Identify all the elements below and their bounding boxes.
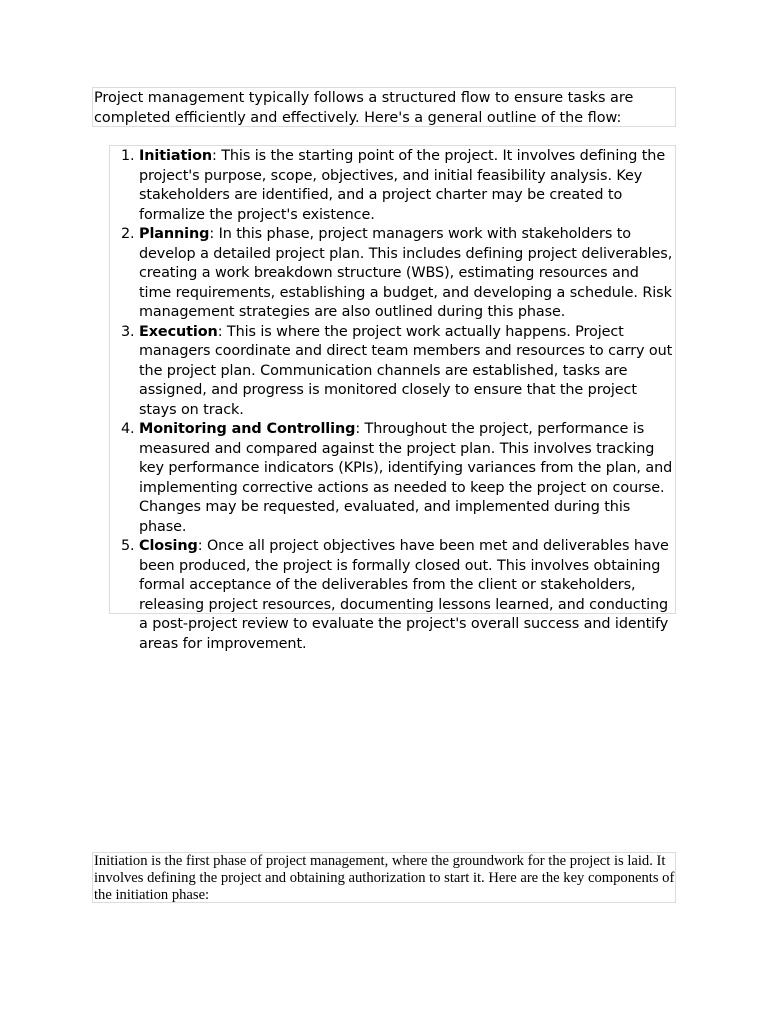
phase-description: : This is where the project work actually happens. Project managers coordinate and direct team members and resources to carry out the project plan. Communication channels are established, tasks are assigned, and progress is monitored closely to ensure that the project stays on track. bbox=[139, 323, 673, 418]
phase-term: Execution bbox=[139, 323, 218, 340]
phase-term: Monitoring and Controlling bbox=[139, 421, 356, 437]
phase-term: Initiation bbox=[139, 148, 212, 164]
list-item-closing bbox=[139, 537, 675, 654]
intro-text: Project management typically follows a structured flow to ensure tasks are completed efficiently and effectively. Here's a general outline of the flow: bbox=[94, 90, 634, 126]
list-item-execution bbox=[139, 323, 675, 421]
list-item-planning bbox=[139, 225, 675, 323]
phase-description: : In this phase, project managers work with stakeholders to develop a detailed project plan. This includes defining project deliverables, creating a work breakdown structure (WBS), estimating resources and time requirements, establishing a budget, and developing a schedule. Risk management strategies are also outlined during this phase. bbox=[139, 226, 673, 320]
initiation-intro-text: Initiation is the first phase of project management, where the groundwork for the project is laid. It involves defining the project and obtaining authorization to start it. Here are the key components of the initiation phase: bbox=[94, 853, 675, 903]
phase-term: Planning bbox=[139, 226, 210, 242]
phase-description: : Throughout the project, performance is measured and compared against the project plan. This involves tracking key performance indicators (KPIs), identifying variances from the plan, and implementing corrective actions as needed to keep the project on course. Changes may be requested, evaluated, and implemented during this phase. bbox=[139, 421, 673, 535]
phase-term: Closing bbox=[139, 538, 198, 554]
list-item-monitoring-and-controlling bbox=[139, 420, 675, 537]
phase-list bbox=[110, 147, 675, 654]
list-item-initiation bbox=[139, 147, 675, 225]
phase-list-container bbox=[109, 145, 676, 652]
initiation-intro-paragraph bbox=[92, 852, 676, 903]
phase-description: : Once all project objectives have been met and deliverables have been produced, the project is formally closed out. This involves obtaining formal acceptance of the deliverables from the client or stakeholders, releasing project resources, documenting lessons learned, and conducting a post-project review to evaluate the project's overall success and identify areas for improvement. bbox=[139, 538, 669, 652]
intro-paragraph bbox=[92, 87, 676, 127]
phase-description: : This is the starting point of the project. It involves defining the project's purpose, scope, objectives, and initial feasibility analysis. Key stakeholders are identified, and a project charter may be created to formalize the project's existence. bbox=[139, 148, 666, 223]
